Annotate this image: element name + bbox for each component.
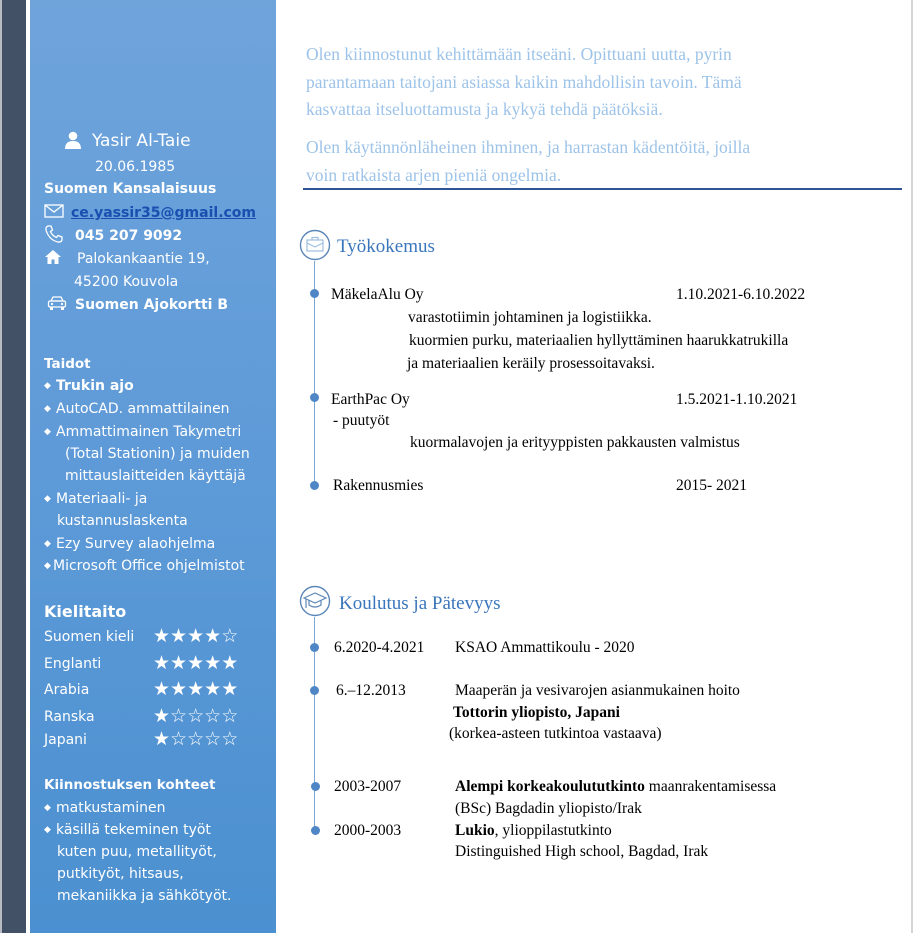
star-filled-icon: ★ [153, 705, 171, 727]
timeline-dot [310, 289, 319, 298]
star-filled-icon: ★ [153, 652, 171, 674]
star-empty-icon: ☆ [170, 728, 188, 750]
bullet-icon: ◆ [44, 539, 51, 549]
star-empty-icon: ☆ [170, 705, 188, 727]
skill-item: ◆ Microsoft Office ohjelmistot [44, 558, 245, 574]
skills-heading: Taidot [44, 356, 91, 372]
citizenship: Suomen Kansalaisuus [44, 181, 217, 197]
education-note: (korkea-asteen tutkintoa vastaava) [449, 725, 662, 742]
star-empty-icon: ☆ [204, 728, 222, 750]
education-dates: 6.–12.2013 [336, 682, 406, 699]
interest-item: ◆ käsillä tekeminen työt [44, 822, 211, 838]
skill-item-cont: kustannuslaskenta [57, 513, 188, 529]
user-icon [64, 131, 82, 149]
skill-item: ◆ Trukin ajo [44, 378, 134, 394]
language-name: Suomen kieli [44, 629, 135, 645]
language-rating [153, 706, 238, 726]
skill-item-cont: (Total Stationin) ja muiden [65, 446, 250, 462]
timeline-dot [311, 826, 320, 835]
education-institution: (BSc) Bagdadin yliopisto/Irak [455, 800, 642, 817]
work-company: Rakennusmies [333, 477, 424, 494]
language-name: Ranska [44, 709, 95, 725]
education-title: Alempi korkeakoulututkinto maanrakentamisessa [455, 778, 777, 795]
intro-paragraph-2: Olen käytännönläheinen ihminen, ja harrastan kädentöitä, joilla voin ratkaista arjen pieniä ongelmia. [306, 137, 751, 185]
work-dates: 2015- 2021 [676, 477, 748, 494]
language-rating [153, 626, 238, 646]
languages-heading: Kielitaito [44, 602, 127, 621]
work-detail: varastotiimin johtaminen ja logistiikka. [408, 309, 652, 326]
email-link[interactable]: ce.yassir35@gmail.com [71, 205, 257, 221]
star-empty-icon: ☆ [221, 625, 239, 647]
education-dates: 2000-2003 [334, 822, 402, 839]
driving-license: Suomen Ajokortti B [75, 297, 229, 313]
person-name: Yasir Al-Taie [92, 131, 191, 151]
graduation-cap-icon [299, 585, 331, 617]
interest-item: ◆ matkustaminen [44, 800, 166, 816]
star-empty-icon: ☆ [187, 728, 205, 750]
phone-number: 045 207 9092 [75, 228, 183, 244]
skill-item: ◆ Ammattimainen Takymetri [44, 424, 242, 440]
language-rating [153, 729, 238, 749]
star-filled-icon: ★ [204, 625, 222, 647]
star-filled-icon: ★ [170, 652, 188, 674]
address-line2: 45200 Kouvola [74, 274, 179, 290]
intro-paragraph-1: Olen kiinnostunut kehittämään itseäni. Opittuani uutta, pyrin parantamaan taitojani asiassa kaikin mahdollisin tavoin. Tämä kasvattaa itseluottamusta ja kykyä tehdä päätöksiä. [306, 44, 742, 119]
bullet-icon: ◆ [44, 561, 51, 571]
star-filled-icon: ★ [170, 625, 188, 647]
interest-item-cont: putkityöt, hitsaus, [57, 866, 184, 882]
left-dark-strip [2, 0, 26, 933]
education-dates: 2003-2007 [334, 778, 402, 795]
skill-item: ◆ Ezy Survey alaohjelma [44, 536, 216, 552]
work-dates: 1.10.2021-6.10.2022 [676, 286, 806, 303]
star-filled-icon: ★ [153, 625, 171, 647]
timeline-dot [310, 686, 319, 695]
interests-heading: Kiinnostuksen kohteet [44, 777, 216, 793]
star-empty-icon: ☆ [221, 705, 239, 727]
bullet-icon: ◆ [44, 825, 51, 835]
work-detail: ja materiaalien keräily prosessoitavaksi. [407, 355, 655, 372]
education-institution: Distinguished High school, Bagdad, Irak [455, 843, 709, 860]
skill-item: ◆ Materiaali- ja [44, 491, 148, 507]
bullet-icon: ◆ [44, 803, 51, 813]
star-filled-icon: ★ [204, 652, 222, 674]
timeline-dot [311, 782, 320, 791]
bullet-icon: ◆ [44, 381, 51, 391]
education-section-title: Koulutus ja Pätevyys [339, 593, 501, 614]
work-section-title: Työkokemus [337, 236, 435, 257]
star-filled-icon: ★ [204, 678, 222, 700]
language-rating [153, 679, 238, 699]
work-detail: kuormien purku, materiaalien hyllyttäminen haarukkatrukilla [409, 332, 789, 349]
star-filled-icon: ★ [170, 678, 188, 700]
education-dates: 6.2020-4.2021 [334, 639, 425, 656]
envelope-icon [44, 204, 64, 218]
work-detail: kuormalavojen ja erityyppisten pakkausten valmistus [410, 434, 740, 451]
work-subtitle: - puutyöt [333, 412, 390, 429]
education-title: Maaperän ja vesivarojen asianmukainen hoito [455, 682, 740, 699]
language-rating [153, 653, 238, 673]
star-filled-icon: ★ [187, 625, 205, 647]
education-title: Lukio, ylioppilastutkinto [455, 822, 612, 839]
timeline-dot [310, 643, 319, 652]
page-right-border [911, 0, 913, 933]
star-filled-icon: ★ [187, 678, 205, 700]
star-empty-icon: ☆ [221, 728, 239, 750]
bullet-icon: ◆ [44, 427, 51, 437]
bullet-icon: ◆ [44, 494, 51, 504]
bullet-icon: ◆ [44, 404, 51, 414]
home-icon [44, 249, 62, 265]
car-icon [47, 295, 67, 311]
star-filled-icon: ★ [153, 728, 171, 750]
intro-divider [303, 188, 902, 190]
work-company: EarthPac Oy [331, 391, 410, 408]
star-empty-icon: ☆ [187, 705, 205, 727]
skill-item: ◆ AutoCAD. ammattilainen [44, 401, 230, 417]
timeline-dot [310, 393, 319, 402]
interest-item-cont: mekaniikka ja sähkötyöt. [57, 888, 232, 904]
language-name: Englanti [44, 656, 102, 672]
address-line1: Palokankaantie 19, [77, 251, 210, 267]
education-institution: Tottorin yliopisto, Japani [453, 704, 620, 721]
skill-item-cont: mittauslaitteiden käyttäjä [65, 468, 246, 484]
interest-item-cont: kuten puu, metallityöt, [57, 844, 217, 860]
education-title: KSAO Ammattikoulu - 2020 [455, 639, 635, 656]
star-filled-icon: ★ [221, 652, 239, 674]
birthdate: 20.06.1985 [95, 159, 176, 175]
timeline-dot [310, 481, 319, 490]
language-name: Japani [44, 732, 87, 748]
work-company: MäkelaAlu Oy [331, 286, 424, 303]
star-filled-icon: ★ [221, 678, 239, 700]
star-filled-icon: ★ [153, 678, 171, 700]
phone-icon [44, 224, 64, 244]
star-empty-icon: ☆ [204, 705, 222, 727]
briefcase-icon [299, 229, 331, 261]
sidebar [30, 0, 276, 933]
language-name: Arabia [44, 682, 90, 698]
star-filled-icon: ★ [187, 652, 205, 674]
work-dates: 1.5.2021-1.10.2021 [676, 391, 798, 408]
